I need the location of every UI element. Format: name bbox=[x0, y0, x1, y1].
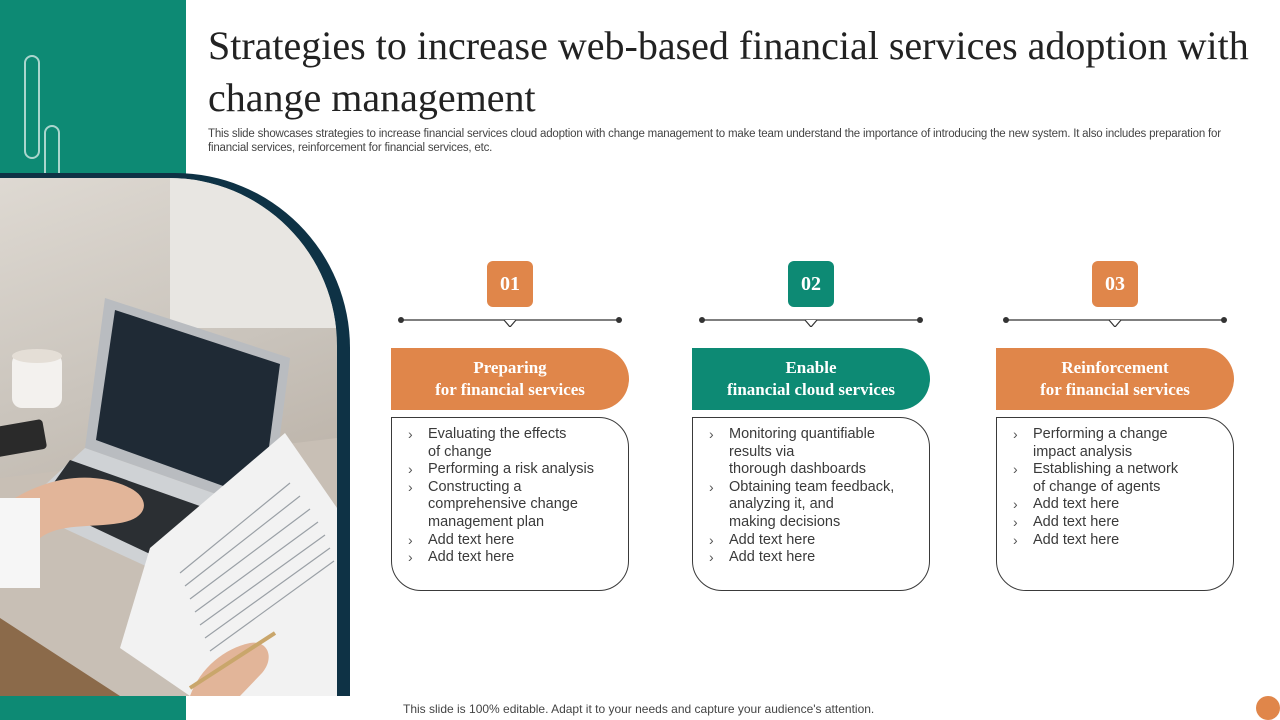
strategy-content-box bbox=[996, 417, 1234, 591]
bullet-text: Constructing a comprehensive change management plan bbox=[428, 478, 578, 530]
bullet-item bbox=[1013, 532, 1223, 550]
strategy-header bbox=[391, 348, 629, 410]
chevron-right-icon: › bbox=[408, 549, 413, 566]
connector-line bbox=[699, 313, 923, 327]
bullet-text: Add text here bbox=[428, 531, 515, 548]
decorative-pill-outline bbox=[24, 55, 40, 159]
bullet-item bbox=[1013, 514, 1223, 532]
bullet-text: Add text here bbox=[729, 531, 816, 548]
chevron-right-icon: › bbox=[1013, 531, 1018, 548]
step-number-badge: 01 bbox=[487, 261, 533, 307]
chevron-right-icon: › bbox=[709, 549, 714, 566]
chevron-right-icon: › bbox=[1013, 496, 1018, 513]
bullet-text: Establishing a network of change of agents bbox=[1033, 461, 1179, 495]
chevron-right-icon: › bbox=[709, 478, 714, 495]
bullet-item bbox=[1013, 461, 1223, 496]
bullet-text: Evaluating the effects of change bbox=[428, 426, 567, 460]
strategy-bullet-list bbox=[408, 426, 618, 567]
bullet-item bbox=[408, 426, 618, 461]
bullet-text: Performing a change impact analysis bbox=[1033, 426, 1168, 460]
chevron-right-icon: › bbox=[709, 426, 714, 442]
bullet-item bbox=[1013, 426, 1223, 461]
strategy-header-label: Enable financial cloud services bbox=[726, 358, 896, 399]
chevron-right-icon: › bbox=[408, 461, 413, 478]
page-title: Strategies to increase web-based financial services adoption with change management bbox=[208, 23, 1249, 120]
strategy-header bbox=[692, 348, 930, 410]
bullet-text: Performing a risk analysis bbox=[428, 461, 594, 478]
bullet-text: Add text here bbox=[428, 549, 515, 566]
bullet-item bbox=[1013, 496, 1223, 514]
chevron-right-icon: › bbox=[408, 426, 413, 442]
strategy-bullet-list bbox=[709, 426, 919, 567]
bullet-item bbox=[408, 532, 618, 550]
photo-illustration bbox=[0, 178, 337, 696]
bullet-text: Add text here bbox=[1033, 496, 1120, 513]
strategy-header-label: Preparing for financial services bbox=[435, 358, 585, 399]
bullet-item bbox=[408, 549, 618, 567]
bullet-text: Add text here bbox=[729, 549, 816, 566]
bullet-item bbox=[709, 549, 919, 567]
strategy-content-box bbox=[692, 417, 930, 591]
strategy-bullet-list bbox=[1013, 426, 1223, 549]
chevron-right-icon: › bbox=[1013, 513, 1018, 530]
bullet-item bbox=[709, 532, 919, 550]
bullet-item bbox=[408, 461, 618, 479]
step-number-badge: 03 bbox=[1092, 261, 1138, 307]
chevron-right-icon: › bbox=[1013, 426, 1018, 442]
bullet-item bbox=[709, 426, 919, 479]
strategy-header bbox=[996, 348, 1234, 410]
chevron-right-icon: › bbox=[1013, 461, 1018, 478]
connector-line bbox=[1003, 313, 1227, 327]
chevron-right-icon: › bbox=[709, 531, 714, 548]
bullet-text: Add text here bbox=[1033, 513, 1120, 530]
bullet-item bbox=[408, 479, 618, 532]
connector-line bbox=[398, 313, 622, 327]
step-number-badge: 02 bbox=[788, 261, 834, 307]
laptop-and-contract-photo bbox=[0, 178, 337, 696]
bullet-item bbox=[709, 479, 919, 532]
bullet-text: Add text here bbox=[1033, 531, 1120, 548]
corner-dot-decoration bbox=[1256, 696, 1280, 720]
page-subtitle: This slide showcases strategies to increase financial services cloud adoption with change management to make team understand the importance of introducing the new system. It also includes preparation for financial services, reinforcement for financial services, etc. bbox=[208, 128, 1221, 154]
strategy-content-box bbox=[391, 417, 629, 591]
chevron-right-icon: › bbox=[408, 531, 413, 548]
footer-note: This slide is 100% editable. Adapt it to your needs and capture your audience's attention. bbox=[403, 702, 875, 716]
strategy-header-label: Reinforcement for financial services bbox=[1040, 358, 1190, 399]
bullet-text: Monitoring quantifiable results via thorough dashboards bbox=[729, 426, 875, 478]
bullet-text: Obtaining team feedback, analyzing it, and making decisions bbox=[729, 478, 895, 530]
chevron-right-icon: › bbox=[408, 478, 413, 495]
